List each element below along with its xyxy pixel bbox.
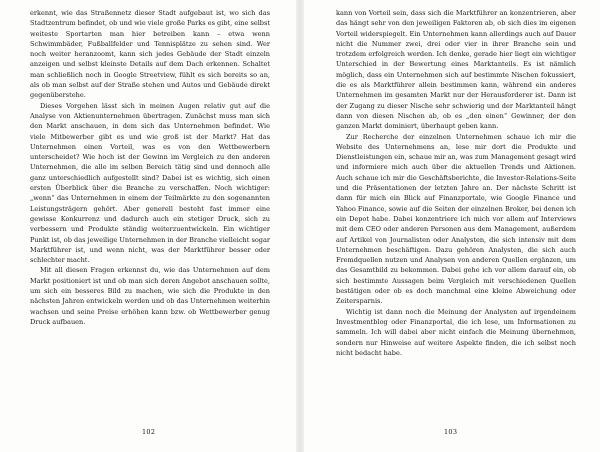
paragraph: Dieses Vorgehen lässt sich in meinen Augen relativ gut auf die Analyse von Aktienunternehmen übertragen. Zunächst muss man sich den Markt anschauen, in dem sich das Unternehmen befindet. Wie viele Mitbewerber gibt es und wie groß ist der Markt? Hat das Unternehmen einen Vorteil, was es von den Wettbewerbern unterscheidet? Wie hoch ist der Gewinn im Vergleich zu den anderen Unternehmen, die alle im selben Bereich tätig sind und dennoch alle ganz unterschiedlich aufgestellt sind? Dabei ist es wichtig, sich einen ersten Überblick über die Branche zu verschaffen. Noch wichtiger: „wenn“ das Unternehmen in einem der Teilmärkte zu den sogenannten Leistungsträgern gehört. Aber generell besteht fast immer eine gewisse Konkurrenz und dadurch auch ein stetiger Druck, sich zu verbessern und Produkte ständig weiterzuentwickeln. Ein wichtiger Punkt ist, ob das jeweilige Unternehmen in der Branche vielleicht sogar Marktführer ist, und wenn nicht, was der Marktführer besser oder schlechter macht. (30, 101, 270, 265)
paragraph: erkennt, wie das Straßennetz dieser Stadt aufgebaut ist, wo sich das Stadtzentrum befindet, ob und wie viele große Parks es gibt, eine selbst weiteste Sportarten man hier betreiben kann – etwa wenn Schwimmbäder, Fußballfelder und Tennisplätze zu sehen sind. Wer noch weiter heranzoomt, kann sich jedes Gebäude der Stadt einzeln anzeigen und selbst kleinste Details auf dem Dach erkennen. Schaltet man schließlich noch in Google Streetview, fühlt es sich bereits so an, als ob man selbst auf der Straße stehen und Autos und Gebäude direkt gegenüberstehe. (30, 9, 270, 100)
page-number: 103 (444, 428, 458, 436)
right-text-block (336, 8, 576, 358)
paragraph: kann von Vorteil sein, dass sich die Marktführer an konzentrieren, aber das hängt sehr von den jeweiligen Faktoren ab, ob sich dies im eigenen Vorteil widerspiegelt. Ein Unternehmen kann allerdings auch auf Dauer nicht die Nummer zwei, drei oder vier in ihrer Branche sein und trotzdem erfolgreich werden. Ich denke, gerade hier liegt ein wichtiger Unterschied in der Bewertung eines Marktanteils. Es ist nämlich möglich, dass ein Unternehmen sich auf bestimmte Nischen fokussiert, die es als Marktführer allein bestimmen kann, während ein anderes Unternehmen im gesamten Markt nur der Herausforderer ist. Dann ist der Zugang zu dieser Nische sehr schwierig und der Marktanteil hängt dann von diesen Nischen ab, ob es „den einen“ Gewinner, der den ganzen Markt dominiert, überhaupt geben kann. (336, 9, 576, 131)
paragraph: Mit all diesen Fragen erkennst du, wie das Unternehmen auf dem Markt positioniert ist und ob man sich deren Angebot anschauen sollte, um sich ein besseres Bild zu machen, wie sich die Produkte in den nächsten Jahren entwickeln werden und ob das Unternehmen weiterhin wachsen und seine Preise erhöhen kann bzw. ob Wettbewerber genug Druck aufbauen. (30, 266, 270, 326)
left-page (0, 8, 296, 444)
right-page (304, 8, 600, 444)
book-gutter (296, 0, 304, 452)
paragraph: Wichtig ist dann noch die Meinung der Analysten auf irgendeinem Investmentblog oder Finanzportal, die ich lese, um Informationen zu sammeln. Ich will dabei aber nicht einfach die Meinung übernehmen, sondern nur Hinweise auf weitere Aspekte finden, die ich selbst noch nicht bedacht habe. (336, 307, 576, 357)
page-number: 102 (142, 428, 156, 436)
paragraph: Zur Recherche der einzelnen Unternehmen schaue ich mir die Website des Unternehmens an, lese mir dort die Produkte und Dienstleistungen ein, schaue mir an, was zum Management gesagt wird und informiere mich auch über die aktuellen Trends und Aktionen. Auch schaue ich mir die Geschäftsberichte, die Investor-Relations-Seite und die Präsentationen der letzten Jahre an. Der nächste Schritt ist dann für mich ein Blick auf Finanzportale, wie Google Finance und Yahoo Finance, sowie auf die Seiten der einzelnen Broker, bei denen ich ein Depot habe. Dabei konzentriere ich mich vor allem auf Interviews mit dem CEO oder anderen Personen aus dem Management, außerdem auf Artikel von Journalisten oder Analysten, die sich intensiv mit dem Unternehmen beschäftigen. Dazu gehören Analysten, die sich auch Fremdquellen nutzen und Analysen von anderen Quellen ergänzen, um das Gesamtbild zu bekommen. Dabei gehe ich vor allem darauf ein, ob sich bestimmte Aussagen beim Vergleich mit verschiedenen Quellen bestätigen oder ob es doch manchmal eine kleine Abweichung oder Zeitersparnis. (336, 132, 576, 306)
left-text-block (30, 8, 270, 327)
